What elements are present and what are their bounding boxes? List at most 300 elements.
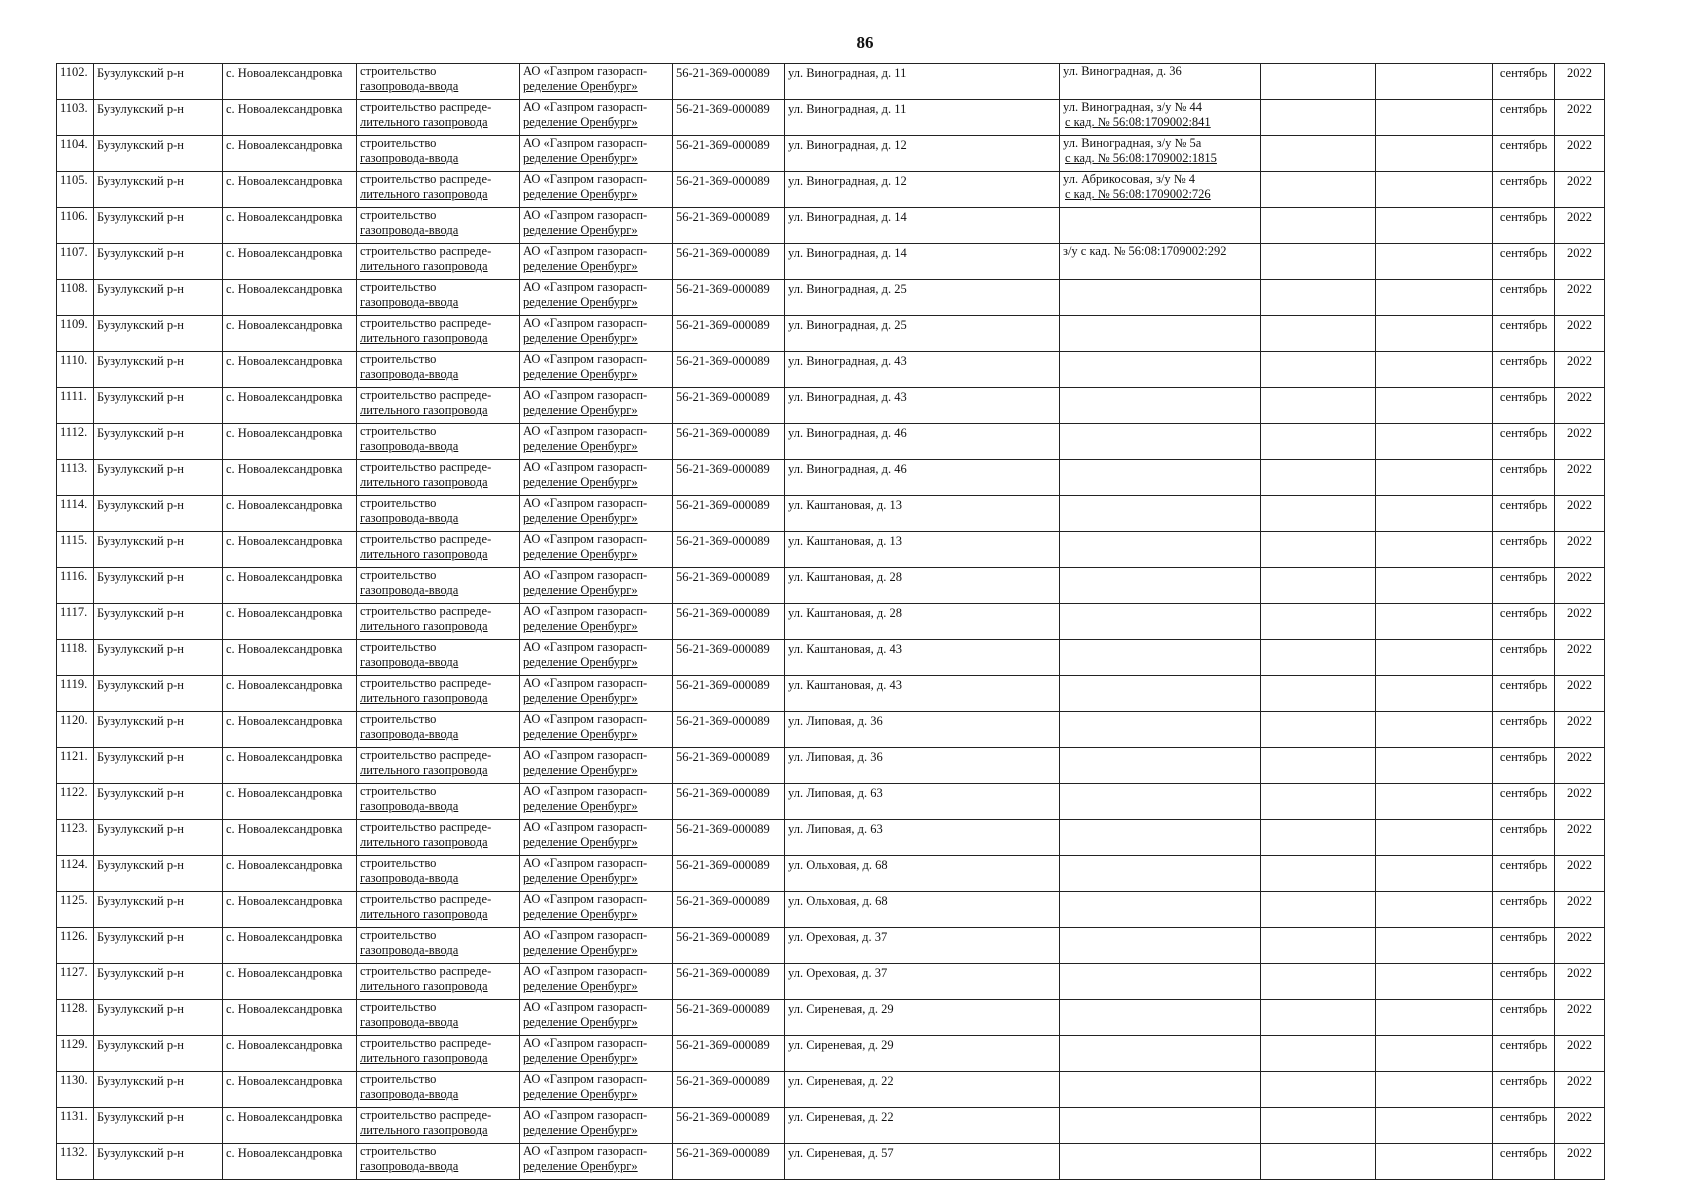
year-cell: 2022 — [1555, 424, 1605, 460]
settlement-cell: с. Новоалександровка — [223, 1108, 357, 1144]
year-cell: 2022 — [1555, 1144, 1605, 1180]
settlement-cell: с. Новоалександровка — [223, 964, 357, 1000]
row-number: 1121. — [57, 748, 94, 784]
cell-text-work1: строительство распреде- — [360, 460, 492, 474]
cell-text-org2: ределение Оренбург» — [523, 79, 638, 93]
cell-text-org1: АО «Газпром газорасп- — [523, 64, 648, 78]
organization-cell — [520, 964, 673, 1000]
code-cell: 56-21-369-000089 — [673, 892, 785, 928]
table-row — [57, 748, 1605, 784]
row-number: 1102. — [57, 64, 94, 100]
code-cell: 56-21-369-000089 — [673, 136, 785, 172]
table-row — [57, 424, 1605, 460]
cell-text-org2: ределение Оренбург» — [523, 691, 638, 705]
address-cell: ул. Виноградная, д. 43 — [785, 388, 1060, 424]
cell-text-org2: ределение Оренбург» — [523, 1015, 638, 1029]
cell-text-work2: газопровода-ввода — [360, 79, 459, 93]
note-cell — [1060, 964, 1261, 1000]
cell-text-work1: строительство распреде- — [360, 532, 492, 546]
cell-text-org1: АО «Газпром газорасп- — [523, 712, 648, 726]
cell-text-org1: АО «Газпром газорасп- — [523, 352, 648, 366]
code-cell: 56-21-369-000089 — [673, 784, 785, 820]
cell-text-org1: АО «Газпром газорасп- — [523, 604, 648, 618]
organization-cell — [520, 244, 673, 280]
cell-text-note2: с кад. № 56:08:1709002:726 — [1065, 187, 1211, 201]
table-row — [57, 244, 1605, 280]
code-cell: 56-21-369-000089 — [673, 568, 785, 604]
month-cell: сентябрь — [1493, 856, 1555, 892]
cell-text-work2: лительного газопровода — [360, 763, 488, 777]
note-cell — [1060, 388, 1261, 424]
cell-text-work1: строительство — [360, 280, 437, 294]
work-type-cell — [357, 424, 520, 460]
address-cell: ул. Виноградная, д. 12 — [785, 136, 1060, 172]
district-cell: Бузулукский р-н — [94, 100, 223, 136]
cell-text-work2: лительного газопровода — [360, 835, 488, 849]
cell-text-work1: строительство распреде- — [360, 964, 492, 978]
table-row — [57, 352, 1605, 388]
settlement-cell: с. Новоалександровка — [223, 208, 357, 244]
row-number: 1104. — [57, 136, 94, 172]
cell-text-work1: строительство распреде- — [360, 1108, 492, 1122]
work-type-cell — [357, 892, 520, 928]
year-cell: 2022 — [1555, 532, 1605, 568]
empty-cell-b — [1376, 244, 1493, 280]
row-number: 1128. — [57, 1000, 94, 1036]
district-cell: Бузулукский р-н — [94, 136, 223, 172]
district-cell: Бузулукский р-н — [94, 280, 223, 316]
district-cell: Бузулукский р-н — [94, 208, 223, 244]
address-cell: ул. Виноградная, д. 46 — [785, 424, 1060, 460]
cell-text-org1: АО «Газпром газорасп- — [523, 676, 648, 690]
empty-cell-b — [1376, 856, 1493, 892]
empty-cell-b — [1376, 316, 1493, 352]
organization-cell — [520, 172, 673, 208]
organization-cell — [520, 496, 673, 532]
work-type-cell — [357, 1108, 520, 1144]
month-cell: сентябрь — [1493, 460, 1555, 496]
cell-text-org2: ределение Оренбург» — [523, 763, 638, 777]
district-cell: Бузулукский р-н — [94, 604, 223, 640]
note-cell — [1060, 532, 1261, 568]
cell-text-org1: АО «Газпром газорасп- — [523, 280, 648, 294]
year-cell: 2022 — [1555, 136, 1605, 172]
empty-cell-a — [1261, 784, 1376, 820]
cell-text-work1: строительство — [360, 64, 437, 78]
cell-text-org1: АО «Газпром газорасп- — [523, 784, 648, 798]
cell-text-note2: с кад. № 56:08:1709002:841 — [1065, 115, 1211, 129]
year-cell: 2022 — [1555, 1000, 1605, 1036]
cell-text-work2: газопровода-ввода — [360, 583, 459, 597]
empty-cell-a — [1261, 964, 1376, 1000]
row-number: 1108. — [57, 280, 94, 316]
table-row — [57, 280, 1605, 316]
organization-cell — [520, 352, 673, 388]
district-cell: Бузулукский р-н — [94, 532, 223, 568]
cell-text-org1: АО «Газпром газорасп- — [523, 820, 648, 834]
code-cell: 56-21-369-000089 — [673, 604, 785, 640]
note-cell — [1060, 604, 1261, 640]
work-type-cell — [357, 676, 520, 712]
month-cell: сентябрь — [1493, 964, 1555, 1000]
code-cell: 56-21-369-000089 — [673, 676, 785, 712]
address-cell: ул. Сиреневая, д. 22 — [785, 1108, 1060, 1144]
work-type-cell — [357, 532, 520, 568]
cell-text-work2: газопровода-ввода — [360, 943, 459, 957]
row-number: 1132. — [57, 1144, 94, 1180]
note-cell — [1060, 460, 1261, 496]
empty-cell-a — [1261, 496, 1376, 532]
code-cell: 56-21-369-000089 — [673, 388, 785, 424]
empty-cell-a — [1261, 388, 1376, 424]
note-cell — [1060, 64, 1261, 100]
empty-cell-a — [1261, 172, 1376, 208]
organization-cell — [520, 640, 673, 676]
cell-text-work2: лительного газопровода — [360, 619, 488, 633]
cell-text-org2: ределение Оренбург» — [523, 547, 638, 561]
month-cell: сентябрь — [1493, 532, 1555, 568]
settlement-cell: с. Новоалександровка — [223, 892, 357, 928]
month-cell: сентябрь — [1493, 208, 1555, 244]
year-cell: 2022 — [1555, 604, 1605, 640]
work-type-cell — [357, 136, 520, 172]
year-cell: 2022 — [1555, 1072, 1605, 1108]
organization-cell — [520, 928, 673, 964]
cell-text-org1: АО «Газпром газорасп- — [523, 136, 648, 150]
row-number: 1129. — [57, 1036, 94, 1072]
settlement-cell: с. Новоалександровка — [223, 136, 357, 172]
note-cell — [1060, 1000, 1261, 1036]
code-cell: 56-21-369-000089 — [673, 712, 785, 748]
year-cell: 2022 — [1555, 712, 1605, 748]
cell-text-org2: ределение Оренбург» — [523, 439, 638, 453]
work-type-cell — [357, 928, 520, 964]
cell-text-org1: АО «Газпром газорасп- — [523, 1000, 648, 1014]
table-row — [57, 820, 1605, 856]
settlement-cell: с. Новоалександровка — [223, 352, 357, 388]
address-cell: ул. Ореховая, д. 37 — [785, 964, 1060, 1000]
cell-text-org2: ределение Оренбург» — [523, 295, 638, 309]
row-number: 1112. — [57, 424, 94, 460]
month-cell: сентябрь — [1493, 424, 1555, 460]
cell-text-org1: АО «Газпром газорасп- — [523, 244, 648, 258]
table-row — [57, 604, 1605, 640]
row-number: 1131. — [57, 1108, 94, 1144]
row-number: 1118. — [57, 640, 94, 676]
settlement-cell: с. Новоалександровка — [223, 316, 357, 352]
code-cell: 56-21-369-000089 — [673, 1144, 785, 1180]
month-cell: сентябрь — [1493, 748, 1555, 784]
organization-cell — [520, 1144, 673, 1180]
cell-text-work1: строительство — [360, 208, 437, 222]
empty-cell-b — [1376, 676, 1493, 712]
cell-text-org2: ределение Оренбург» — [523, 943, 638, 957]
row-number: 1113. — [57, 460, 94, 496]
cell-text-org1: АО «Газпром газорасп- — [523, 856, 648, 870]
note-cell — [1060, 424, 1261, 460]
note-cell — [1060, 892, 1261, 928]
cell-text-org1: АО «Газпром газорасп- — [523, 208, 648, 222]
empty-cell-a — [1261, 1000, 1376, 1036]
month-cell: сентябрь — [1493, 892, 1555, 928]
cell-text-work1: строительство — [360, 712, 437, 726]
row-number: 1122. — [57, 784, 94, 820]
year-cell: 2022 — [1555, 820, 1605, 856]
note-cell — [1060, 676, 1261, 712]
settlement-cell: с. Новоалександровка — [223, 1036, 357, 1072]
row-number: 1106. — [57, 208, 94, 244]
row-number: 1105. — [57, 172, 94, 208]
district-cell: Бузулукский р-н — [94, 748, 223, 784]
organization-cell — [520, 820, 673, 856]
district-cell: Бузулукский р-н — [94, 64, 223, 100]
empty-cell-a — [1261, 1108, 1376, 1144]
cell-text-org2: ределение Оренбург» — [523, 907, 638, 921]
note-cell — [1060, 1072, 1261, 1108]
table-row — [57, 568, 1605, 604]
district-cell: Бузулукский р-н — [94, 856, 223, 892]
cell-text-org2: ределение Оренбург» — [523, 367, 638, 381]
district-cell: Бузулукский р-н — [94, 1108, 223, 1144]
organization-cell — [520, 388, 673, 424]
address-cell: ул. Сиреневая, д. 57 — [785, 1144, 1060, 1180]
district-cell: Бузулукский р-н — [94, 820, 223, 856]
year-cell: 2022 — [1555, 496, 1605, 532]
code-cell: 56-21-369-000089 — [673, 964, 785, 1000]
note-cell — [1060, 712, 1261, 748]
month-cell: сентябрь — [1493, 1000, 1555, 1036]
note-cell — [1060, 100, 1261, 136]
month-cell: сентябрь — [1493, 604, 1555, 640]
empty-cell-b — [1376, 460, 1493, 496]
settlement-cell: с. Новоалександровка — [223, 640, 357, 676]
settlement-cell: с. Новоалександровка — [223, 748, 357, 784]
cell-text-note2: с кад. № 56:08:1709002:1815 — [1065, 151, 1217, 165]
empty-cell-b — [1376, 784, 1493, 820]
district-cell: Бузулукский р-н — [94, 352, 223, 388]
table-row — [57, 1108, 1605, 1144]
organization-cell — [520, 748, 673, 784]
empty-cell-b — [1376, 964, 1493, 1000]
address-cell: ул. Липовая, д. 36 — [785, 748, 1060, 784]
year-cell: 2022 — [1555, 568, 1605, 604]
table-row — [57, 784, 1605, 820]
empty-cell-a — [1261, 568, 1376, 604]
row-number: 1119. — [57, 676, 94, 712]
cell-text-work2: газопровода-ввода — [360, 871, 459, 885]
month-cell: сентябрь — [1493, 712, 1555, 748]
row-number: 1130. — [57, 1072, 94, 1108]
address-cell: ул. Виноградная, д. 12 — [785, 172, 1060, 208]
cell-text-work1: строительство — [360, 856, 437, 870]
note-cell — [1060, 928, 1261, 964]
table-row — [57, 460, 1605, 496]
address-cell: ул. Сиреневая, д. 22 — [785, 1072, 1060, 1108]
work-type-cell — [357, 100, 520, 136]
table-row — [57, 1000, 1605, 1036]
row-number: 1120. — [57, 712, 94, 748]
table-row — [57, 316, 1605, 352]
cell-text-work1: строительство распреде- — [360, 1036, 492, 1050]
month-cell: сентябрь — [1493, 496, 1555, 532]
empty-cell-b — [1376, 280, 1493, 316]
note-cell — [1060, 748, 1261, 784]
empty-cell-a — [1261, 1072, 1376, 1108]
row-number: 1103. — [57, 100, 94, 136]
cell-text-work1: строительство — [360, 1144, 437, 1158]
year-cell: 2022 — [1555, 100, 1605, 136]
work-type-cell — [357, 316, 520, 352]
settlement-cell: с. Новоалександровка — [223, 496, 357, 532]
cell-text-work1: строительство распреде- — [360, 100, 492, 114]
note-cell — [1060, 856, 1261, 892]
settlement-cell: с. Новоалександровка — [223, 424, 357, 460]
empty-cell-b — [1376, 820, 1493, 856]
settlement-cell: с. Новоалександровка — [223, 712, 357, 748]
cell-text-note1: ул. Виноградная, з/у № 44 — [1063, 100, 1203, 114]
district-cell: Бузулукский р-н — [94, 928, 223, 964]
note-cell — [1060, 820, 1261, 856]
settlement-cell: с. Новоалександровка — [223, 388, 357, 424]
year-cell: 2022 — [1555, 748, 1605, 784]
cell-text-org2: ределение Оренбург» — [523, 583, 638, 597]
empty-cell-b — [1376, 424, 1493, 460]
organization-cell — [520, 676, 673, 712]
cell-text-note1: з/у с кад. № 56:08:1709002:292 — [1063, 244, 1227, 258]
table-row — [57, 172, 1605, 208]
address-cell: ул. Виноградная, д. 14 — [785, 244, 1060, 280]
cell-text-work2: лительного газопровода — [360, 691, 488, 705]
organization-cell — [520, 316, 673, 352]
row-number: 1127. — [57, 964, 94, 1000]
empty-cell-a — [1261, 316, 1376, 352]
cell-text-org1: АО «Газпром газорасп- — [523, 928, 648, 942]
work-type-cell — [357, 964, 520, 1000]
empty-cell-a — [1261, 820, 1376, 856]
empty-cell-b — [1376, 568, 1493, 604]
settlement-cell: с. Новоалександровка — [223, 64, 357, 100]
empty-cell-b — [1376, 100, 1493, 136]
district-cell: Бузулукский р-н — [94, 964, 223, 1000]
table-row — [57, 892, 1605, 928]
note-cell — [1060, 352, 1261, 388]
work-type-cell — [357, 460, 520, 496]
table-row — [57, 712, 1605, 748]
cell-text-org1: АО «Газпром газорасп- — [523, 892, 648, 906]
address-cell: ул. Каштановая, д. 43 — [785, 640, 1060, 676]
table-row — [57, 1036, 1605, 1072]
address-cell: ул. Виноградная, д. 25 — [785, 316, 1060, 352]
year-cell: 2022 — [1555, 856, 1605, 892]
district-cell: Бузулукский р-н — [94, 568, 223, 604]
cell-text-org1: АО «Газпром газорасп- — [523, 1144, 648, 1158]
cell-text-work1: строительство — [360, 424, 437, 438]
cell-text-org2: ределение Оренбург» — [523, 1159, 638, 1173]
settlement-cell: с. Новоалександровка — [223, 460, 357, 496]
empty-cell-b — [1376, 1072, 1493, 1108]
address-cell: ул. Виноградная, д. 43 — [785, 352, 1060, 388]
empty-cell-b — [1376, 496, 1493, 532]
empty-cell-a — [1261, 352, 1376, 388]
district-cell: Бузулукский р-н — [94, 316, 223, 352]
cell-text-work1: строительство распреде- — [360, 892, 492, 906]
work-type-cell — [357, 820, 520, 856]
cell-text-org1: АО «Газпром газорасп- — [523, 496, 648, 510]
month-cell: сентябрь — [1493, 100, 1555, 136]
month-cell: сентябрь — [1493, 676, 1555, 712]
month-cell: сентябрь — [1493, 136, 1555, 172]
year-cell: 2022 — [1555, 388, 1605, 424]
cell-text-note1: ул. Абрикосовая, з/у № 4 — [1063, 172, 1196, 186]
cell-text-work1: строительство распреде- — [360, 748, 492, 762]
empty-cell-b — [1376, 172, 1493, 208]
organization-cell — [520, 892, 673, 928]
cell-text-work1: строительство — [360, 784, 437, 798]
work-type-cell — [357, 748, 520, 784]
note-cell — [1060, 244, 1261, 280]
address-cell: ул. Сиреневая, д. 29 — [785, 1036, 1060, 1072]
work-type-cell — [357, 1144, 520, 1180]
organization-cell — [520, 100, 673, 136]
work-type-cell — [357, 640, 520, 676]
empty-cell-b — [1376, 748, 1493, 784]
cell-text-work2: газопровода-ввода — [360, 655, 459, 669]
empty-cell-a — [1261, 1036, 1376, 1072]
code-cell: 56-21-369-000089 — [673, 280, 785, 316]
cell-text-org2: ределение Оренбург» — [523, 403, 638, 417]
cell-text-work1: строительство распреде- — [360, 244, 492, 258]
table-body — [57, 64, 1605, 1180]
district-cell: Бузулукский р-н — [94, 1072, 223, 1108]
settlement-cell: с. Новоалександровка — [223, 568, 357, 604]
note-cell — [1060, 172, 1261, 208]
district-cell: Бузулукский р-н — [94, 784, 223, 820]
month-cell: сентябрь — [1493, 172, 1555, 208]
cell-text-org1: АО «Газпром газорасп- — [523, 1108, 648, 1122]
page-number: 86 — [856, 33, 874, 52]
month-cell: сентябрь — [1493, 640, 1555, 676]
code-cell: 56-21-369-000089 — [673, 244, 785, 280]
row-number: 1109. — [57, 316, 94, 352]
year-cell: 2022 — [1555, 172, 1605, 208]
cell-text-org1: АО «Газпром газорасп- — [523, 424, 648, 438]
year-cell: 2022 — [1555, 316, 1605, 352]
address-cell: ул. Виноградная, д. 11 — [785, 64, 1060, 100]
empty-cell-b — [1376, 928, 1493, 964]
table-row — [57, 136, 1605, 172]
register-table — [56, 63, 1605, 1180]
code-cell: 56-21-369-000089 — [673, 316, 785, 352]
year-cell: 2022 — [1555, 784, 1605, 820]
cell-text-org2: ределение Оренбург» — [523, 727, 638, 741]
address-cell: ул. Виноградная, д. 46 — [785, 460, 1060, 496]
district-cell: Бузулукский р-н — [94, 496, 223, 532]
month-cell: сентябрь — [1493, 1072, 1555, 1108]
empty-cell-b — [1376, 532, 1493, 568]
cell-text-work1: строительство — [360, 352, 437, 366]
work-type-cell — [357, 352, 520, 388]
cell-text-org2: ределение Оренбург» — [523, 871, 638, 885]
month-cell: сентябрь — [1493, 928, 1555, 964]
empty-cell-a — [1261, 1144, 1376, 1180]
organization-cell — [520, 712, 673, 748]
empty-cell-a — [1261, 460, 1376, 496]
month-cell: сентябрь — [1493, 244, 1555, 280]
district-cell: Бузулукский р-н — [94, 892, 223, 928]
address-cell: ул. Виноградная, д. 14 — [785, 208, 1060, 244]
settlement-cell: с. Новоалександровка — [223, 820, 357, 856]
address-cell: ул. Каштановая, д. 28 — [785, 604, 1060, 640]
